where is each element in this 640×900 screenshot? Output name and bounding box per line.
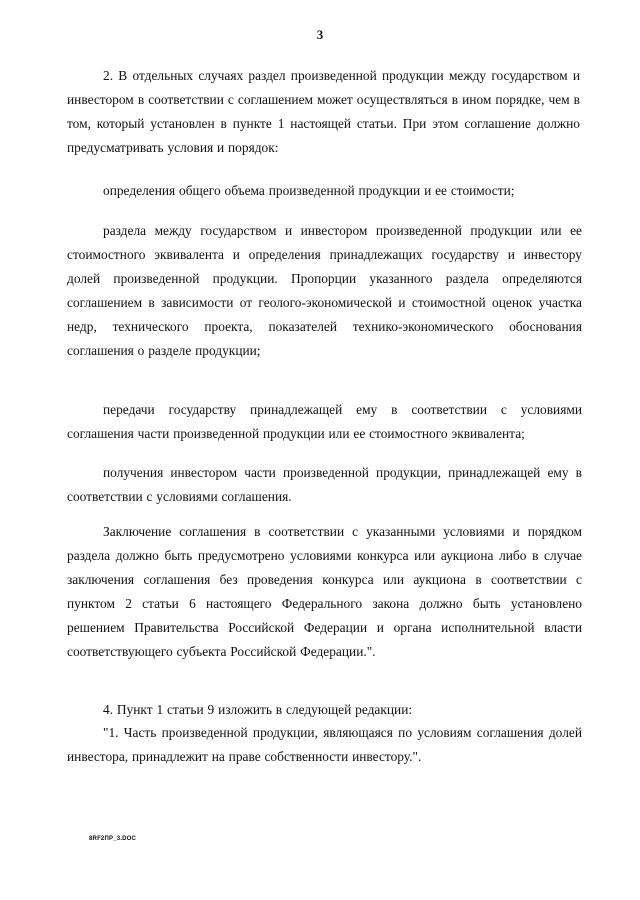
paragraph-agreement-conclusion: Заключение соглашения в соответствии с указанными условиями и порядком раздела должно быть предусмотрено условиями конкурса или аукциона либо в случае заключения соглашения без проведения конкурса или аукциона в соответствии с пунктом 2 статьи 6 настоящего Федерального закона должно быть установлено решением Правительства Российской Федерации и органа исполнительной власти соответствующего субъекта Российской Федерации.". xyxy=(67,524,582,659)
paragraph-clause-4: 4. Пункт 1 статьи 9 изложить в следующей редакции: xyxy=(103,702,413,717)
page-number: 3 xyxy=(316,27,324,42)
paragraph-investor-receipt: получения инвестором части произведенной продукции, принадлежащей ему в соответствии с условиями соглашения. xyxy=(67,465,582,504)
footer-file-code: 8RF2ПР_3.DOC xyxy=(89,836,137,842)
paragraph-transfer-to-state: передачи государству принадлежащей ему в соответствии с условиями соглашения части произведенной продукции или ее стоимостного эквивалента; xyxy=(67,402,582,441)
paragraph-total-volume: определения общего объема произведенной продукции и ее стоимости; xyxy=(103,183,515,198)
paragraph-division: раздела между государством и инвестором произведенной продукции или ее стоимостного эквивалента и определения принадлежащих государству и инвестору долей произведенной продукции. Пропорции указанного раздела определяются соглашением в зависимости от геолого-экономической и стоимостной оценок участка недр, технического проекта, показателей технико-экономического обоснования соглашения о разделе продукции; xyxy=(67,223,582,358)
paragraph-clause-1-text: "1. Часть произведенной продукции, являющаяся по условиям соглашения долей инвестора, принадлежит на праве собственности инвестору.". xyxy=(67,725,582,764)
paragraph-clause-2: 2. В отдельных случаях раздел произведенной продукции между государством и инвестором в соответствии с соглашением может осуществляться в ином порядке, чем в том, который установлен в пункте 1 настоящей статьи. При этом соглашение должно предусматривать условия и порядок: xyxy=(67,68,580,155)
